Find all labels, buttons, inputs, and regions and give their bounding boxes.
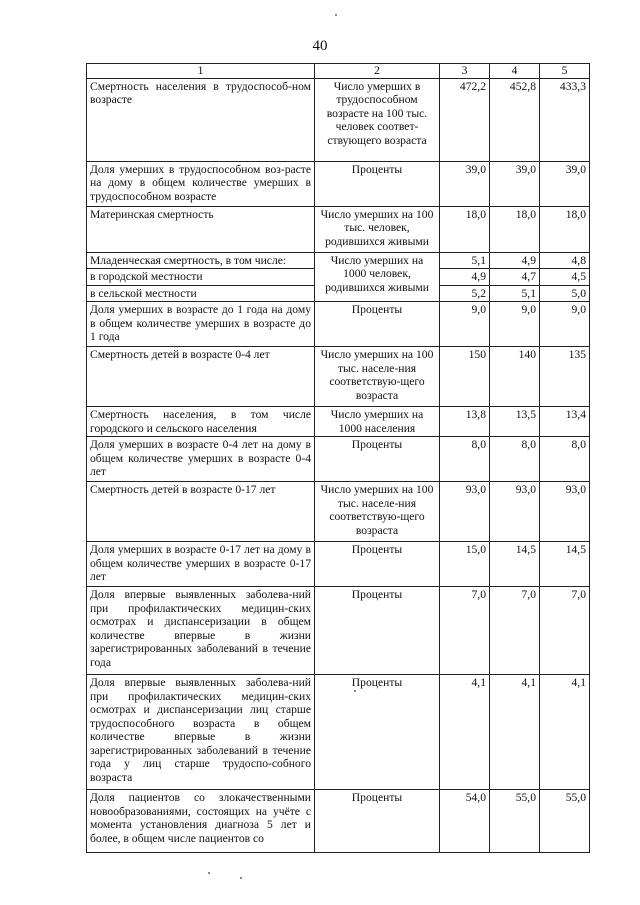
indicator-name: Доля впервые выявленных заболева-ний при профилактических медицин-ских осмотрах и диспансеризации в общем количестве впервые в жизни зарегистрированных заболеваний в течение года xyxy=(87,587,315,675)
header-row xyxy=(87,64,590,79)
value-cell: 39,0 xyxy=(540,161,590,206)
indicator-name: в городской местности xyxy=(87,269,315,286)
indicator-name: Доля умерших в трудоспособном воз-расте на дому в общем количестве умерших в трудоспособном возрасте xyxy=(87,161,315,206)
value-cell: 7,0 xyxy=(440,587,490,675)
table-row xyxy=(87,407,590,437)
value-cell: 55,0 xyxy=(490,790,540,853)
unit-cell: Проценты xyxy=(315,587,440,675)
value-cell: 4,7 xyxy=(490,269,540,286)
header-cell: 4 xyxy=(490,64,540,79)
value-cell: 93,0 xyxy=(490,482,540,542)
value-cell: 5,1 xyxy=(490,285,540,302)
value-cell: 4,1 xyxy=(540,675,590,790)
indicator-name: Смертность детей в возрасте 0-4 лет xyxy=(87,347,315,407)
value-cell: 13,4 xyxy=(540,407,590,437)
table-row xyxy=(87,302,590,347)
value-cell: 8,0 xyxy=(440,437,490,482)
value-cell: 452,8 xyxy=(490,78,540,161)
value-cell: 4,1 xyxy=(490,675,540,790)
unit-cell: Число умерших в трудоспособном возрасте на 100 тыс. человек соответ-ствующего возраста xyxy=(315,78,440,161)
unit-cell: Число умерших на 1000 населения xyxy=(315,407,440,437)
value-cell: 5,0 xyxy=(540,285,590,302)
indicator-name: Доля умерших в возрасте до 1 года на дому в общем количестве умерших в возрасте до 1 года xyxy=(87,302,315,347)
unit-cell: Проценты xyxy=(315,161,440,206)
value-cell: 9,0 xyxy=(540,302,590,347)
value-cell: 4,1 xyxy=(440,675,490,790)
value-cell: 55,0 xyxy=(540,790,590,853)
value-cell: 135 xyxy=(540,347,590,407)
value-cell: 8,0 xyxy=(490,437,540,482)
table-row xyxy=(87,347,590,407)
value-cell: 8,0 xyxy=(540,437,590,482)
value-cell: 5,1 xyxy=(440,252,490,269)
value-cell: 4,5 xyxy=(540,269,590,286)
scan-speck xyxy=(354,690,356,692)
value-cell: 39,0 xyxy=(490,161,540,206)
unit-cell: Проценты xyxy=(315,675,440,790)
scan-speck xyxy=(335,14,337,16)
header-cell: 1 xyxy=(87,64,315,79)
value-cell: 18,0 xyxy=(490,206,540,252)
unit-cell: Число умерших на 1000 человек, родившихся живыми xyxy=(315,252,440,302)
indicator-name: Младенческая смертность, в том числе: xyxy=(87,252,315,269)
value-cell: 4,9 xyxy=(490,252,540,269)
scan-speck xyxy=(240,877,242,879)
scan-speck xyxy=(208,872,210,874)
table-row xyxy=(87,437,590,482)
indicator-name: Смертность детей в возрасте 0-17 лет xyxy=(87,482,315,542)
value-cell: 13,8 xyxy=(440,407,490,437)
value-cell: 15,0 xyxy=(440,542,490,587)
value-cell: 7,0 xyxy=(540,587,590,675)
value-cell: 5,2 xyxy=(440,285,490,302)
indicator-name: Доля пациентов со злокачественными новообразованиями, состоящих на учёте с момента установления диагноза 5 лет и более, в общем числе пациентов со xyxy=(87,790,315,853)
table-row xyxy=(87,675,590,790)
value-cell: 93,0 xyxy=(440,482,490,542)
header-cell: 5 xyxy=(540,64,590,79)
value-cell: 14,5 xyxy=(540,542,590,587)
page-number: 40 xyxy=(312,38,328,54)
value-cell: 140 xyxy=(490,347,540,407)
table-row xyxy=(87,78,590,161)
value-cell: 54,0 xyxy=(440,790,490,853)
unit-cell: Проценты xyxy=(315,790,440,853)
unit-cell: Проценты xyxy=(315,302,440,347)
indicator-name: в сельской местности xyxy=(87,285,315,302)
indicators-table xyxy=(86,63,590,853)
unit-cell: Число умерших на 100 тыс. населе-ния соответствую-щего возраста xyxy=(315,347,440,407)
value-cell: 150 xyxy=(440,347,490,407)
unit-cell: Число умерших на 100 тыс. населе-ния соответствую-щего возраста xyxy=(315,482,440,542)
value-cell: 18,0 xyxy=(540,206,590,252)
value-cell: 13,5 xyxy=(490,407,540,437)
table-row xyxy=(87,482,590,542)
indicator-name: Смертность населения, в том числе городского и сельского населения xyxy=(87,407,315,437)
indicator-name: Материнская смертность xyxy=(87,206,315,252)
value-cell: 93,0 xyxy=(540,482,590,542)
value-cell: 18,0 xyxy=(440,206,490,252)
value-cell: 4,9 xyxy=(440,269,490,286)
value-cell: 39,0 xyxy=(440,161,490,206)
table-row xyxy=(87,206,590,252)
table-row xyxy=(87,587,590,675)
indicator-name: Доля умерших в возрасте 0-17 лет на дому в общем количестве умерших в возрасте 0-17 лет xyxy=(87,542,315,587)
table-row xyxy=(87,161,590,206)
unit-cell: Проценты xyxy=(315,437,440,482)
indicator-name: Доля умерших в возрасте 0-4 лет на дому в общем количестве умерших в возрасте 0-4 лет xyxy=(87,437,315,482)
value-cell: 433,3 xyxy=(540,78,590,161)
value-cell: 472,2 xyxy=(440,78,490,161)
value-cell: 4,8 xyxy=(540,252,590,269)
value-cell: 7,0 xyxy=(490,587,540,675)
unit-cell: Число умерших на 100 тыс. человек, родившихся живыми xyxy=(315,206,440,252)
value-cell: 9,0 xyxy=(490,302,540,347)
table-row xyxy=(87,542,590,587)
header-cell: 2 xyxy=(315,64,440,79)
value-cell: 14,5 xyxy=(490,542,540,587)
header-cell: 3 xyxy=(440,64,490,79)
unit-cell: Проценты xyxy=(315,542,440,587)
table-row xyxy=(87,790,590,853)
value-cell: 9,0 xyxy=(440,302,490,347)
indicator-name: Смертность населения в трудоспособ-ном возрасте xyxy=(87,78,315,161)
indicator-name: Доля впервые выявленных заболева-ний при профилактических медицин-ских осмотрах и диспансеризации лиц старше трудоспособного возраста в общем количестве впервые в жизни зарегистрированных заболеваний в течение года у лиц старше трудоспо-собного возраста xyxy=(87,675,315,790)
table-row xyxy=(87,252,590,269)
